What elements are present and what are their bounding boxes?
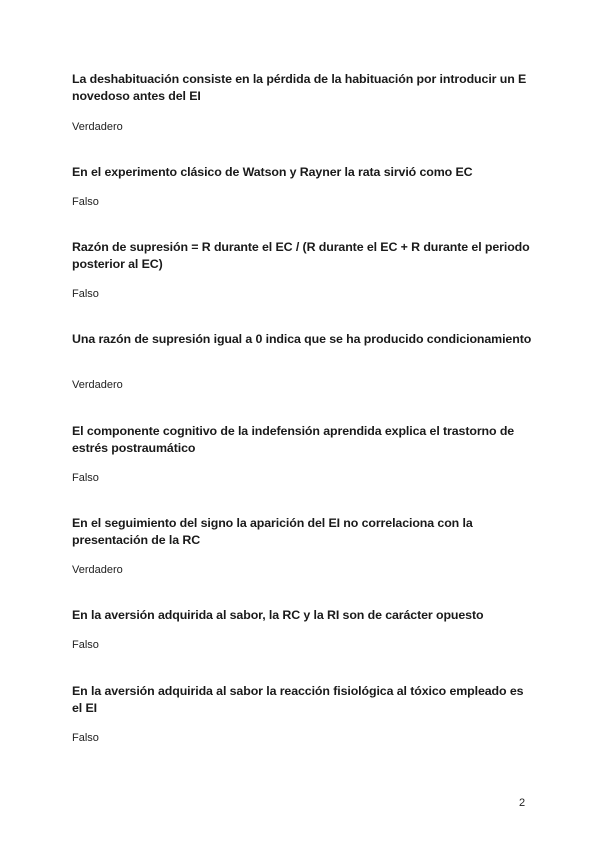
question-text: El componente cognitivo de la indefensión aprendida explica el trastorno de estrés postraumático [72, 424, 515, 455]
question-text: Una razón de supresión igual a 0 indica que se ha producido condicionamiento [72, 332, 532, 346]
question-text: La deshabituación consiste en la pérdida de la habituación por introducir un E novedoso antes del EI [72, 72, 527, 103]
question-item [72, 331, 532, 391]
question-item [72, 71, 532, 133]
answer-text: Falso [72, 288, 99, 300]
question-text: Razón de supresión = R durante el EC / (R durante el EC + R durante el periodo posterior al EC) [72, 240, 530, 271]
answer-text: Verdadero [72, 564, 123, 576]
answer-text: Falso [72, 732, 99, 744]
question-text: En el experimento clásico de Watson y Rayner la rata sirvió como EC [72, 165, 473, 179]
question-item [72, 683, 532, 744]
question-item [72, 515, 532, 576]
answer-text: Verdadero [72, 379, 123, 391]
answer-text: Falso [72, 196, 99, 208]
question-text: En la aversión adquirida al sabor la reacción fisiológica al tóxico empleado es el EI [72, 684, 524, 715]
answer-text: Verdadero [72, 121, 123, 133]
answer-text: Falso [72, 472, 99, 484]
question-item [72, 239, 532, 300]
question-text: En la aversión adquirida al sabor, la RC y la RI son de carácter opuesto [72, 608, 484, 622]
question-item [72, 607, 532, 651]
page-number: 2 [519, 797, 526, 809]
question-item [72, 164, 532, 208]
answer-text: Falso [72, 639, 99, 651]
question-text: En el seguimiento del signo la aparición del EI no correlaciona con la presentación de la RC [72, 516, 473, 547]
question-item [72, 423, 532, 484]
